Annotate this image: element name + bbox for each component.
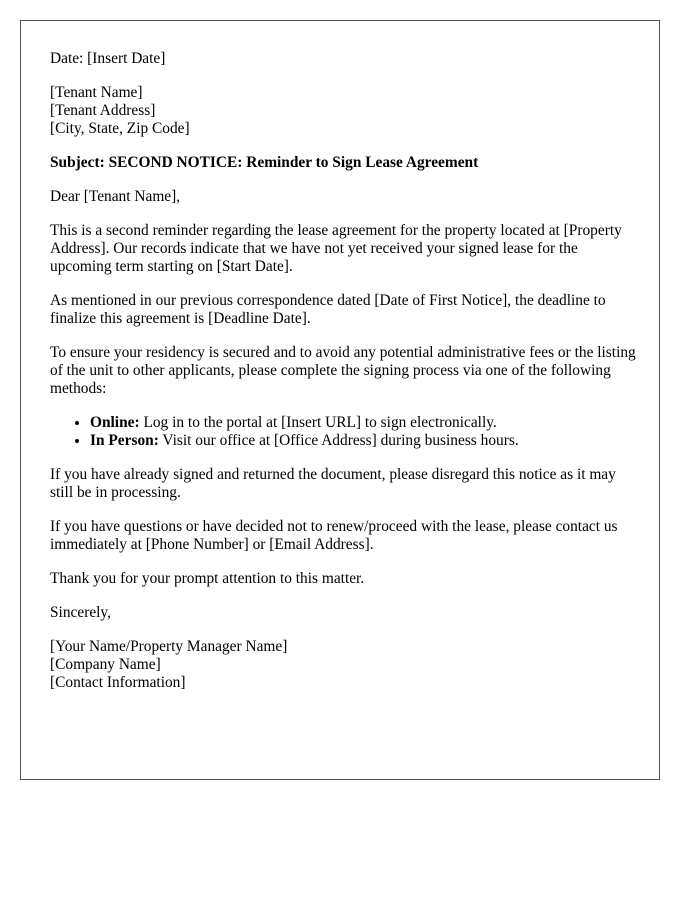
letter-page xyxy=(20,20,660,780)
paragraph-contact: If you have questions or have decided not to renew/proceed with the lease, please contact us immediately at [Phone Number] or [Email Address]. xyxy=(50,518,618,553)
paragraph-deadline: As mentioned in our previous correspondence dated [Date of First Notice], the deadline to finalize this agreement is [Deadline Date]. xyxy=(50,292,606,327)
paragraph-disregard: If you have already signed and returned the document, please disregard this notice as it may still be in processing. xyxy=(50,466,616,501)
method-label-online: Online: xyxy=(90,414,140,431)
signature-contact: [Contact Information] xyxy=(50,674,186,691)
paragraph-thanks: Thank you for your prompt attention to this matter. xyxy=(50,570,365,587)
date-line: Date: [Insert Date] xyxy=(50,50,166,67)
methods-list xyxy=(50,414,640,450)
list-item xyxy=(90,432,640,450)
signature-block xyxy=(50,638,640,692)
method-label-in-person: In Person: xyxy=(90,432,159,449)
signature-name: [Your Name/Property Manager Name] xyxy=(50,638,288,655)
recipient-city-state-zip: [City, State, Zip Code] xyxy=(50,120,190,137)
method-text-online: Log in to the portal at [Insert URL] to sign electronically. xyxy=(139,414,497,431)
salutation: Dear [Tenant Name], xyxy=(50,188,181,205)
closing: Sincerely, xyxy=(50,604,111,621)
list-item xyxy=(90,414,640,432)
recipient-block xyxy=(50,84,640,138)
recipient-name: [Tenant Name] xyxy=(50,84,143,101)
signature-company: [Company Name] xyxy=(50,656,161,673)
paragraph-reminder: This is a second reminder regarding the lease agreement for the property located at [Property Address]. Our records indicate that we have not yet received your signed lease for the upcoming term starting on [Start Date]. xyxy=(50,222,622,275)
method-text-in-person: Visit our office at [Office Address] during business hours. xyxy=(158,432,519,449)
subject-line: Subject: SECOND NOTICE: Reminder to Sign Lease Agreement xyxy=(50,154,479,171)
paragraph-methods-intro: To ensure your residency is secured and to avoid any potential administrative fees or the listing of the unit to other applicants, please complete the signing process via one of the following methods: xyxy=(50,344,636,397)
letter-body xyxy=(50,50,640,708)
recipient-address: [Tenant Address] xyxy=(50,102,156,119)
